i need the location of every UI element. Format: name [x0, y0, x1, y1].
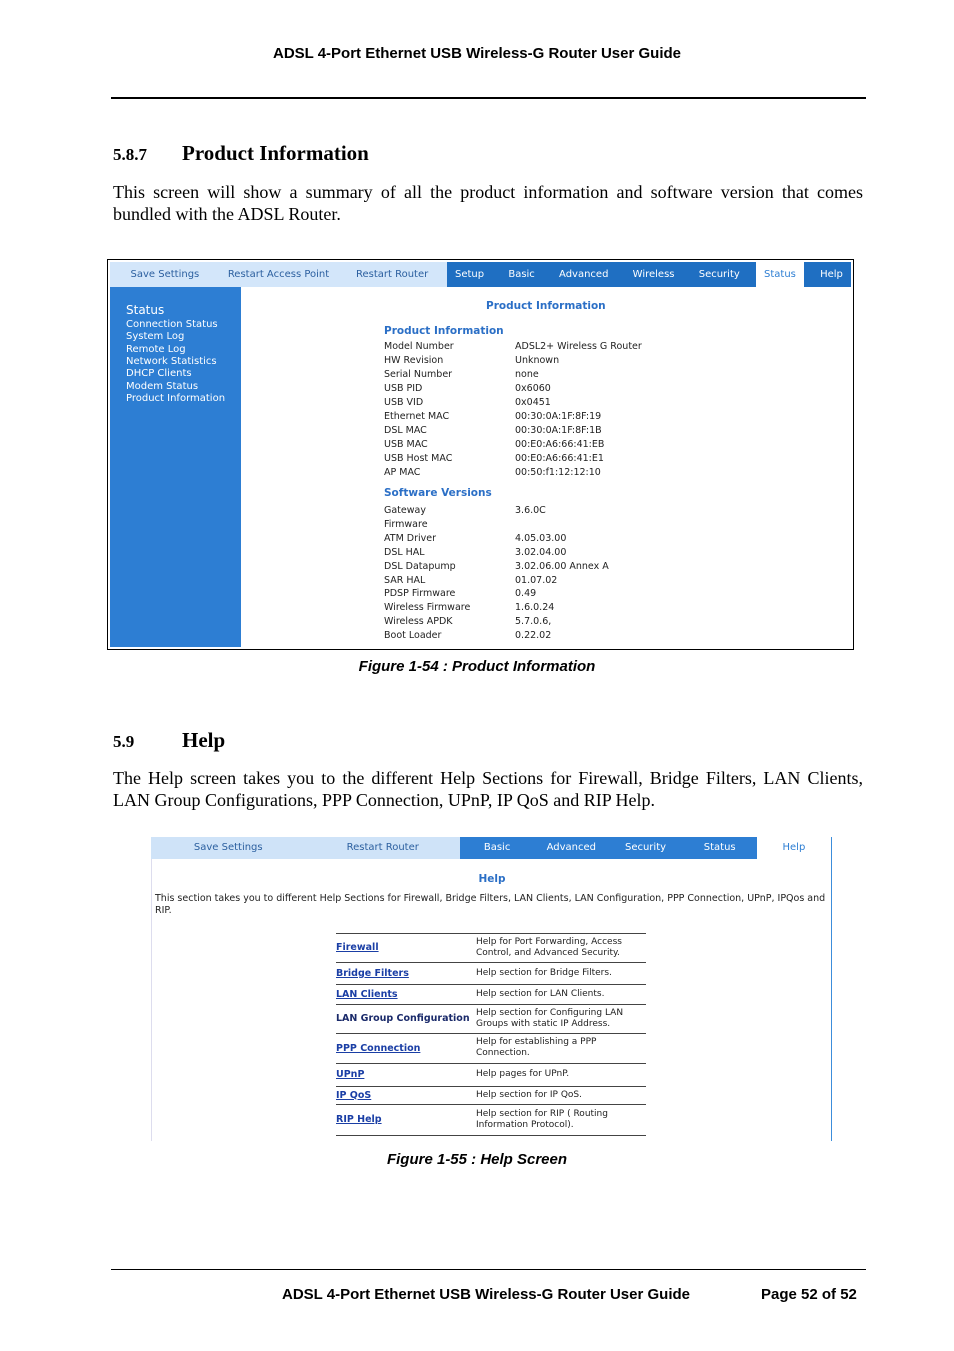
- info-value: 3.02.04.00: [515, 546, 567, 558]
- help-link-description: Help section for Configuring LAN Groups with static IP Address.: [476, 1007, 624, 1029]
- help-row: [336, 1063, 646, 1087]
- top-nav: [151, 837, 831, 859]
- info-label: Wireless Firmware: [384, 602, 471, 614]
- info-label: USB MAC: [384, 439, 428, 450]
- help-link-firewall[interactable]: Firewall: [336, 942, 379, 953]
- tab-help[interactable]: Help: [820, 269, 843, 280]
- nav-item-restart-router[interactable]: Restart Router: [355, 269, 429, 280]
- figure-caption: Figure 1-54 : Product Information: [358, 658, 596, 675]
- tab-advanced[interactable]: Advanced: [546, 842, 596, 853]
- help-link-description: Help section for RIP ( Routing Information Protocol).: [476, 1108, 608, 1130]
- content-area: [151, 859, 832, 1141]
- info-label: Wireless APDK: [384, 616, 453, 628]
- help-screenshot: [151, 837, 832, 1141]
- software-heading: Software Versions: [384, 487, 492, 499]
- help-row: [336, 1086, 646, 1105]
- header-rule: [111, 97, 866, 99]
- help-row: [336, 962, 646, 985]
- info-value: 0x0451: [515, 397, 551, 408]
- info-value: 3.6.0C: [515, 505, 546, 516]
- help-link-ppp-connection[interactable]: PPP Connection: [336, 1042, 421, 1054]
- info-label: USB PID: [384, 383, 423, 394]
- content-area: [241, 287, 851, 647]
- help-link-bridge-filters[interactable]: Bridge Filters: [336, 967, 409, 979]
- tab-help[interactable]: Help: [757, 837, 831, 859]
- info-label: DSL MAC: [384, 425, 427, 436]
- info-value: ADSL2+ Wireless G Router: [515, 341, 642, 352]
- tab-basic[interactable]: Basic: [508, 269, 535, 280]
- info-label: HW Revision: [384, 355, 444, 366]
- info-value: 5.7.0.6,: [515, 616, 552, 628]
- section-title: Product Information: [182, 141, 369, 165]
- info-value: 0.49: [515, 588, 537, 600]
- info-value: 0.22.02: [515, 630, 552, 642]
- info-label: Model Number: [384, 341, 454, 352]
- section-number: 5.8.7: [113, 145, 147, 164]
- info-label: Boot Loader: [384, 630, 442, 642]
- section-title: Help: [182, 728, 226, 752]
- page-title: Help: [478, 873, 506, 885]
- nav-left-group: [110, 262, 447, 287]
- info-label: USB VID: [384, 397, 424, 408]
- sidebar-item-system-log[interactable]: System Log: [126, 331, 185, 343]
- section-paragraph: The Help screen takes you to the different Help Sections for Firewall, Bridge Filters, LAN Clients, LAN Group Configurations, PPP Connection, UPnP, IP QoS and RIP Help.: [113, 768, 863, 810]
- help-row: [336, 984, 646, 1005]
- top-nav: [110, 262, 851, 287]
- footer-rule: [111, 1269, 866, 1270]
- figure-caption: Figure 1-55 : Help Screen: [386, 1151, 568, 1168]
- info-value: 4.05.03.00: [515, 532, 567, 544]
- footer-title: ADSL 4-Port Ethernet USB Wireless-G Router User Guide: [282, 1286, 691, 1303]
- info-value: 00:30:0A:1F:8F:1B: [515, 425, 602, 436]
- sidebar-item-remote-log[interactable]: Remote Log: [126, 343, 186, 355]
- help-link-upnp[interactable]: UPnP: [336, 1069, 365, 1080]
- sidebar-item-connection-status[interactable]: Connection Status: [126, 319, 218, 330]
- nav-item-save-settings[interactable]: Save Settings: [130, 269, 200, 280]
- tab-status[interactable]: Status: [703, 842, 736, 853]
- help-link-description: Help section for LAN Clients.: [476, 988, 605, 999]
- nav-item-save-settings[interactable]: Save Settings: [193, 842, 263, 853]
- help-link-description: Help section for IP QoS.: [476, 1089, 582, 1100]
- section-number: 5.9: [113, 732, 135, 751]
- nav-item-restart-access-point[interactable]: Restart Access Point: [227, 269, 330, 280]
- info-label: Serial Number: [384, 369, 453, 380]
- info-value: 01.07.02: [515, 574, 558, 586]
- tab-wireless[interactable]: Wireless: [632, 269, 675, 280]
- product-info-screenshot: [107, 259, 854, 650]
- help-link-description: Help for Port Forwarding, Access Control, and Advanced Security.: [476, 936, 622, 958]
- help-link-lan-clients[interactable]: LAN Clients: [336, 988, 398, 1000]
- nav-right-group: [447, 262, 851, 287]
- tab-status[interactable]: Status: [756, 262, 804, 287]
- info-value: Unknown: [515, 355, 560, 366]
- sidebar-item-dhcp-clients[interactable]: DHCP Clients: [126, 368, 192, 380]
- sidebar-item-network-statistics[interactable]: Network Statistics: [126, 355, 217, 367]
- info-label: USB Host MAC: [384, 453, 453, 464]
- sidebar-item-product-information[interactable]: Product Information: [126, 392, 226, 404]
- info-value: 00:30:0A:1F:8F:19: [515, 411, 602, 422]
- tab-advanced[interactable]: Advanced: [559, 269, 609, 280]
- help-link-ip-qos[interactable]: IP QoS: [336, 1089, 372, 1101]
- info-label: DSL Datapump: [384, 560, 456, 572]
- page-number: Page 52 of 52: [761, 1286, 857, 1303]
- tab-basic[interactable]: Basic: [483, 842, 511, 853]
- sidebar-heading: Status: [126, 303, 165, 317]
- tab-setup[interactable]: Setup: [455, 269, 485, 280]
- help-row: [336, 933, 646, 963]
- help-row: [336, 1004, 646, 1034]
- info-label: Firmware: [384, 518, 428, 530]
- info-label: PDSP Firmware: [384, 588, 456, 600]
- info-label: DSL HAL: [384, 546, 425, 558]
- info-value: 00:E0:A6:66:41:E1: [515, 453, 604, 464]
- tab-security[interactable]: Security: [698, 269, 740, 280]
- info-value: 1.6.0.24: [515, 602, 555, 614]
- nav-right-group: [460, 837, 831, 859]
- info-value: 00:E0:A6:66:41:EB: [515, 439, 605, 450]
- help-link-lan-group-configuration[interactable]: LAN Group Configuration: [336, 1013, 470, 1024]
- section-paragraph: This screen will show a summary of all the product information and software version that comes bundled with the ADSL Router.: [113, 182, 863, 224]
- sidebar: [110, 287, 241, 647]
- help-link-description: Help pages for UPnP.: [476, 1069, 570, 1079]
- help-table-top-rule: [336, 933, 646, 934]
- help-row: [336, 1033, 646, 1064]
- help-row: [336, 1104, 646, 1136]
- help-description: This section takes you to different Help Sections for Firewall, Bridge Filters, LAN Clients, LAN Configuration, PPP Connection, UPnP, IPQos and RIP.: [155, 893, 826, 916]
- info-label: AP MAC: [384, 467, 421, 478]
- info-label: Ethernet MAC: [384, 411, 450, 422]
- sidebar-item-modem-status[interactable]: Modem Status: [126, 380, 199, 392]
- help-link-rip-help[interactable]: RIP Help: [336, 1114, 382, 1125]
- help-link-description: Help for establishing a PPP Connection.: [476, 1037, 597, 1058]
- tab-security[interactable]: Security: [624, 842, 667, 853]
- info-label: ATM Driver: [384, 532, 437, 544]
- product-heading: Product Information: [384, 325, 504, 337]
- info-label: SAR HAL: [384, 574, 426, 586]
- nav-item-restart-router[interactable]: Restart Router: [346, 842, 419, 853]
- help-link-description: Help section for Bridge Filters.: [476, 967, 612, 978]
- info-value: 0x6060: [515, 383, 551, 394]
- info-value: 3.02.06.00 Annex A: [515, 560, 609, 572]
- info-value: none: [515, 369, 539, 380]
- nav-left-group: [151, 837, 460, 859]
- info-label: Gateway: [384, 505, 426, 516]
- page-header: ADSL 4-Port Ethernet USB Wireless-G Router User Guide: [272, 45, 681, 62]
- info-value: 00:50:f1:12:12:10: [515, 467, 601, 478]
- page-title: Product Information: [486, 300, 606, 312]
